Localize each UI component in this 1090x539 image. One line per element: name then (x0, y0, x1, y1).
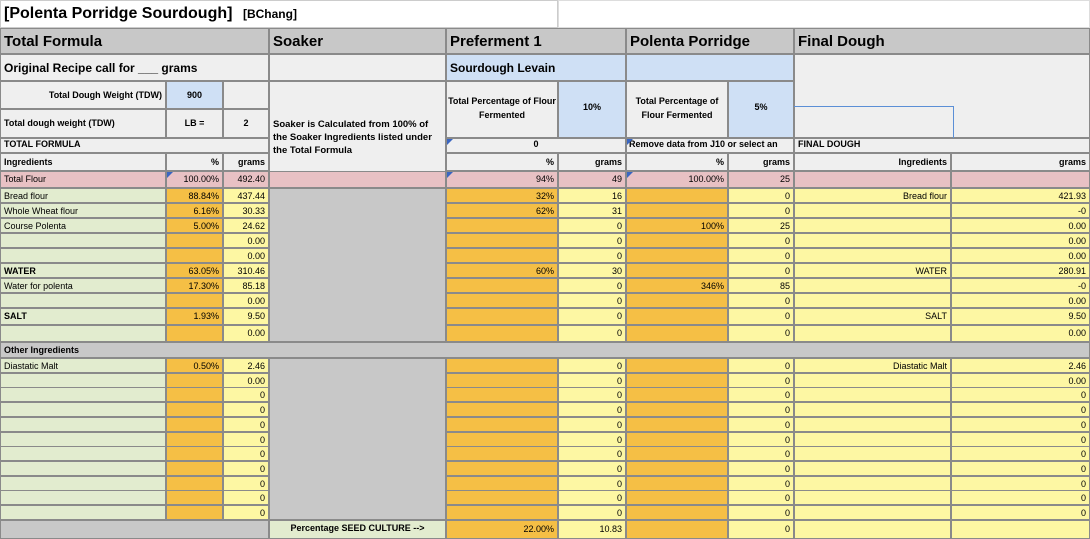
polenta-grams[interactable]: 0 (728, 308, 794, 325)
ingredient-name[interactable]: Course Polenta (0, 218, 166, 233)
final-grams[interactable]: 0.00 (951, 233, 1090, 248)
final-ingredient[interactable] (794, 505, 951, 520)
final-ingredient[interactable] (794, 402, 951, 417)
ingredient-grams[interactable]: 9.50 (223, 308, 269, 325)
preferment-pct[interactable] (446, 490, 558, 505)
polenta-pct[interactable] (626, 387, 728, 402)
final-grams[interactable]: 0 (951, 387, 1090, 402)
final-grams[interactable]: 421.93 (951, 188, 1090, 203)
final-col-ingredients[interactable]: Ingredients (794, 153, 951, 171)
ingredient-grams[interactable]: 437.44 (223, 188, 269, 203)
preferment-pct[interactable] (446, 373, 558, 388)
final-grams[interactable]: 0 (951, 490, 1090, 505)
ingredient-name[interactable] (0, 417, 166, 432)
preferment-grams[interactable]: 0 (558, 432, 626, 447)
preferment-grams[interactable]: 49 (558, 171, 626, 188)
polenta-pct[interactable] (626, 505, 728, 520)
tdw-lb-label[interactable]: Total dough weight (TDW) (0, 109, 166, 138)
ingredient-pct[interactable]: 6.16% (166, 203, 223, 218)
soaker-blank[interactable] (269, 54, 446, 81)
pol-col-grams[interactable]: grams (728, 153, 794, 171)
polenta-pct[interactable] (626, 461, 728, 476)
preferment-pct[interactable] (446, 446, 558, 461)
polenta-grams[interactable]: 0 (728, 387, 794, 402)
ingredient-pct[interactable] (166, 293, 223, 308)
polenta-grams[interactable]: 0 (728, 358, 794, 373)
ingredient-pct[interactable] (166, 233, 223, 248)
comment-marker-icon (447, 172, 453, 178)
ingredient-pct[interactable] (166, 248, 223, 263)
polenta-grams[interactable]: 0 (728, 203, 794, 218)
comment-marker-icon (627, 172, 633, 178)
final-grams[interactable]: 0 (951, 402, 1090, 417)
preferment-pct[interactable]: 32% (446, 188, 558, 203)
lb-value[interactable]: 2 (223, 109, 269, 138)
preferment-pct[interactable] (446, 417, 558, 432)
seed-final-b[interactable] (951, 520, 1090, 539)
polenta-grams[interactable]: 25 (728, 171, 794, 188)
preferment-pct[interactable] (446, 402, 558, 417)
pref-tpf-text: Total Percentage of Flour Fermented (448, 96, 556, 120)
col-grams[interactable]: grams (223, 153, 269, 171)
tdw-label[interactable]: Total Dough Weight (TDW) (0, 81, 166, 109)
seed-pol-pct[interactable] (626, 520, 728, 539)
preferment-pct[interactable]: 94% (446, 171, 558, 188)
preferment-pct[interactable]: 60% (446, 263, 558, 278)
ingredient-pct[interactable] (166, 373, 223, 388)
final-ingredient[interactable]: WATER (794, 263, 951, 278)
ingredient-name[interactable]: Bread flour (0, 188, 166, 203)
ingredient-grams[interactable]: 492.40 (223, 171, 269, 188)
polenta-pct[interactable] (626, 308, 728, 325)
final-grams[interactable]: -0 (951, 203, 1090, 218)
polenta-grams[interactable]: 0 (728, 233, 794, 248)
final-grams[interactable]: 0 (951, 446, 1090, 461)
polenta-grams[interactable]: 0 (728, 263, 794, 278)
ingredient-name[interactable]: Total Flour (0, 171, 166, 188)
final-grams[interactable]: 0.00 (951, 218, 1090, 233)
final-ingredient[interactable]: SALT (794, 308, 951, 325)
preferment-grams[interactable]: 0 (558, 461, 626, 476)
final-ingredient[interactable] (794, 203, 951, 218)
ingredient-grams[interactable]: 2.46 (223, 358, 269, 373)
col-ingredients[interactable]: Ingredients (0, 153, 166, 171)
polenta-pct[interactable] (626, 476, 728, 491)
ingredient-grams[interactable]: 0 (223, 387, 269, 402)
tdw-input[interactable]: 900 (166, 81, 223, 109)
final-ingredient[interactable] (794, 233, 951, 248)
preferment-pct[interactable] (446, 358, 558, 373)
preferment-pct[interactable] (446, 476, 558, 491)
ingredient-grams[interactable]: 0.00 (223, 248, 269, 263)
pref-tpf-input[interactable]: 10% (558, 81, 626, 138)
polenta-grams[interactable]: 85 (728, 278, 794, 293)
ingredient-pct[interactable] (166, 325, 223, 342)
ingredient-grams[interactable]: 0 (223, 505, 269, 520)
seed-label[interactable]: Percentage SEED CULTURE --> (269, 520, 446, 539)
final-col-grams[interactable]: grams (951, 153, 1090, 171)
polenta-grams[interactable]: 0 (728, 417, 794, 432)
final-grams[interactable]: -0 (951, 278, 1090, 293)
polenta-pct[interactable] (626, 233, 728, 248)
preferment-grams[interactable]: 0 (558, 358, 626, 373)
polenta-pct[interactable] (626, 490, 728, 505)
polenta-grams[interactable]: 0 (728, 248, 794, 263)
polenta-pct[interactable] (626, 373, 728, 388)
seed-left-blank[interactable] (0, 520, 269, 539)
polenta-grams[interactable]: 0 (728, 446, 794, 461)
polenta-grams[interactable]: 0 (728, 505, 794, 520)
pref-tpf-label[interactable] (446, 81, 558, 138)
final-grams[interactable]: 0 (951, 476, 1090, 491)
ingredient-pct[interactable]: 0.50% (166, 358, 223, 373)
polenta-pct[interactable] (626, 402, 728, 417)
preferment-grams[interactable]: 0 (558, 417, 626, 432)
preferment-pct[interactable] (446, 461, 558, 476)
polenta-pct[interactable] (626, 188, 728, 203)
ingredient-name[interactable] (0, 293, 166, 308)
polenta-pct[interactable]: 100% (626, 218, 728, 233)
polenta-pct[interactable] (626, 248, 728, 263)
ingredient-grams[interactable]: 0 (223, 476, 269, 491)
ingredient-name[interactable]: Diastatic Malt (0, 358, 166, 373)
ingredient-pct[interactable] (166, 432, 223, 447)
final-grams[interactable]: 0 (951, 505, 1090, 520)
final-grams[interactable]: 0.00 (951, 325, 1090, 342)
pol-col-pct[interactable]: % (626, 153, 728, 171)
final-grams[interactable]: 0.00 (951, 293, 1090, 308)
ingredient-name[interactable] (0, 476, 166, 491)
soaker-total-cell[interactable] (269, 171, 446, 188)
ingredient-grams[interactable]: 24.62 (223, 218, 269, 233)
soaker-note-text: Soaker is Calculated from 100% of the Soaker Ingredients listed under the Total Formula (273, 119, 432, 156)
final-grams[interactable]: 0 (951, 417, 1090, 432)
ingredient-grams[interactable]: 30.33 (223, 203, 269, 218)
preferment-grams[interactable]: 0 (558, 308, 626, 325)
ingredient-pct[interactable] (166, 476, 223, 491)
ingredient-pct[interactable] (166, 417, 223, 432)
final-ingredient[interactable] (794, 387, 951, 402)
polenta-grams[interactable]: 0 (728, 432, 794, 447)
ingredient-grams[interactable]: 85.18 (223, 278, 269, 293)
polenta-pct[interactable]: 100.00% (626, 171, 728, 188)
final-grams[interactable]: 9.50 (951, 308, 1090, 325)
pref-col-grams[interactable]: grams (558, 153, 626, 171)
ingredient-grams[interactable]: 0.00 (223, 325, 269, 342)
polenta-pct[interactable] (626, 358, 728, 373)
sheet-title: [Polenta Porridge Sourdough] (4, 5, 233, 22)
preferment-grams[interactable]: 31 (558, 203, 626, 218)
preferment-grams[interactable]: 16 (558, 188, 626, 203)
ingredient-pct[interactable] (166, 402, 223, 417)
final-ingredient[interactable]: Bread flour (794, 188, 951, 203)
final-dough-label[interactable]: FINAL DOUGH (794, 138, 1090, 153)
preferment-pct[interactable] (446, 278, 558, 293)
ingredient-pct[interactable]: 63.05% (166, 263, 223, 278)
cell-selection (792, 106, 954, 140)
ingredient-name[interactable] (0, 446, 166, 461)
final-ingredient[interactable]: Diastatic Malt (794, 358, 951, 373)
final-grams[interactable]: 0 (951, 432, 1090, 447)
header-polenta-porridge[interactable]: Polenta Porridge (626, 28, 794, 54)
header-preferment[interactable]: Preferment 1 (446, 28, 626, 54)
ingredient-name[interactable] (0, 233, 166, 248)
polenta-grams[interactable]: 0 (728, 476, 794, 491)
ingredient-pct[interactable] (166, 505, 223, 520)
ingredient-name[interactable]: Water for polenta (0, 278, 166, 293)
polenta-pct[interactable] (626, 446, 728, 461)
preferment-grams[interactable]: 0 (558, 293, 626, 308)
ingredient-name[interactable] (0, 325, 166, 342)
ingredient-grams[interactable]: 0.00 (223, 293, 269, 308)
ingredient-name[interactable] (0, 402, 166, 417)
pref-zero-value: 0 (533, 139, 539, 149)
preferment-grams[interactable]: 0 (558, 325, 626, 342)
ingredient-name[interactable]: Whole Wheat flour (0, 203, 166, 218)
final-ingredient[interactable] (794, 248, 951, 263)
ingredient-name[interactable] (0, 490, 166, 505)
ingredient-name[interactable] (0, 461, 166, 476)
final-ingredient[interactable] (794, 325, 951, 342)
polenta-grams[interactable]: 25 (728, 218, 794, 233)
preferment-pct[interactable] (446, 218, 558, 233)
final-grams[interactable] (951, 171, 1090, 188)
preferment-pct[interactable] (446, 387, 558, 402)
preferment-grams[interactable]: 0 (558, 387, 626, 402)
ingredient-grams[interactable]: 0 (223, 461, 269, 476)
ingredient-pct[interactable]: 88.84% (166, 188, 223, 203)
soaker-note[interactable] (269, 81, 446, 173)
preferment-pct[interactable] (446, 505, 558, 520)
polenta-pct[interactable] (626, 293, 728, 308)
polenta-tpf-input[interactable]: 5% (728, 81, 794, 138)
pref-col-pct[interactable]: % (446, 153, 558, 171)
remove-note[interactable] (626, 138, 794, 153)
total-formula-label[interactable]: TOTAL FORMULA (0, 138, 269, 153)
preferment-grams[interactable]: 0 (558, 248, 626, 263)
polenta-pct[interactable]: 346% (626, 278, 728, 293)
ingredient-grams[interactable]: 310.46 (223, 263, 269, 278)
blank-title-cell[interactable] (558, 0, 1090, 28)
final-ingredient[interactable] (794, 432, 951, 447)
preferment-pct[interactable] (446, 248, 558, 263)
final-ingredient[interactable] (794, 417, 951, 432)
levain-label[interactable]: Sourdough Levain (446, 54, 626, 81)
pref-zero[interactable] (446, 138, 626, 153)
seed-final-a[interactable] (794, 520, 951, 539)
preferment-pct[interactable] (446, 308, 558, 325)
polenta-tpf-label[interactable] (626, 81, 728, 138)
polenta-pct[interactable] (626, 432, 728, 447)
final-ingredient[interactable] (794, 278, 951, 293)
ingredient-grams[interactable]: 0 (223, 402, 269, 417)
other-ingredients-label[interactable]: Other Ingredients (0, 342, 1090, 358)
ingredient-pct[interactable]: 100.00% (166, 171, 223, 188)
ingredient-name[interactable]: WATER (0, 263, 166, 278)
final-ingredient[interactable] (794, 218, 951, 233)
preferment-pct[interactable] (446, 293, 558, 308)
preferment-grams[interactable]: 0 (558, 476, 626, 491)
seed-pol-grams[interactable]: 0 (728, 520, 794, 539)
polenta-grams[interactable]: 0 (728, 188, 794, 203)
ingredient-grams[interactable]: 0 (223, 432, 269, 447)
soaker-column[interactable] (269, 188, 446, 342)
comment-marker-icon (627, 139, 633, 145)
ingredient-grams[interactable]: 0.00 (223, 233, 269, 248)
preferment-grams[interactable]: 0 (558, 505, 626, 520)
final-ingredient[interactable] (794, 171, 951, 188)
ingredient-pct[interactable] (166, 461, 223, 476)
final-ingredient[interactable] (794, 293, 951, 308)
polenta-grams[interactable]: 0 (728, 402, 794, 417)
ingredient-grams[interactable]: 0 (223, 490, 269, 505)
final-grams[interactable]: 2.46 (951, 358, 1090, 373)
ingredient-pct[interactable] (166, 490, 223, 505)
final-ingredient[interactable] (794, 446, 951, 461)
ingredient-pct[interactable]: 1.93% (166, 308, 223, 325)
polenta-pct[interactable] (626, 417, 728, 432)
header-total-formula[interactable]: Total Formula (0, 28, 269, 54)
header-soaker[interactable]: Soaker (269, 28, 446, 54)
final-ingredient[interactable] (794, 373, 951, 388)
ingredient-grams[interactable]: 0 (223, 417, 269, 432)
final-grams[interactable]: 0 (951, 461, 1090, 476)
polenta-grams[interactable]: 0 (728, 461, 794, 476)
preferment-pct[interactable] (446, 233, 558, 248)
preferment-pct[interactable]: 62% (446, 203, 558, 218)
title-cell[interactable] (0, 0, 558, 28)
ingredient-pct[interactable]: 17.30% (166, 278, 223, 293)
preferment-grams[interactable]: 0 (558, 373, 626, 388)
comment-marker-icon (167, 172, 173, 178)
ingredient-name[interactable]: SALT (0, 308, 166, 325)
col-pct[interactable]: % (166, 153, 223, 171)
preferment-grams[interactable]: 0 (558, 218, 626, 233)
ingredient-pct[interactable] (166, 446, 223, 461)
polenta-tpf-text: Total Percentage of Flour Fermented (635, 96, 719, 120)
ingredient-pct[interactable] (166, 387, 223, 402)
soaker-column-lower[interactable] (269, 358, 446, 520)
preferment-grams[interactable]: 0 (558, 233, 626, 248)
author-label: [BChang] (242, 7, 297, 21)
final-ingredient[interactable] (794, 490, 951, 505)
preferment-grams[interactable]: 0 (558, 490, 626, 505)
polenta-grams[interactable]: 0 (728, 325, 794, 342)
polenta-grams[interactable]: 0 (728, 293, 794, 308)
preferment-grams[interactable]: 30 (558, 263, 626, 278)
preferment-pct[interactable] (446, 432, 558, 447)
polenta-grams[interactable]: 0 (728, 490, 794, 505)
ingredient-name[interactable] (0, 248, 166, 263)
polenta-pct[interactable] (626, 263, 728, 278)
ingredient-name[interactable] (0, 505, 166, 520)
lb-label[interactable]: LB = (166, 109, 223, 138)
final-ingredient[interactable] (794, 461, 951, 476)
polenta-blank[interactable] (626, 54, 794, 81)
final-grams[interactable]: 280.91 (951, 263, 1090, 278)
polenta-grams[interactable]: 0 (728, 373, 794, 388)
final-grams[interactable]: 0.00 (951, 373, 1090, 388)
preferment-grams[interactable]: 0 (558, 402, 626, 417)
tdw-blank[interactable] (223, 81, 269, 109)
remove-note-text: Remove data from J10 or select an (629, 139, 778, 149)
preferment-grams[interactable]: 0 (558, 278, 626, 293)
seed-grams[interactable]: 10.83 (558, 520, 626, 539)
ingredient-name[interactable] (0, 373, 166, 388)
preferment-pct[interactable] (446, 325, 558, 342)
ingredient-name[interactable] (0, 387, 166, 402)
final-ingredient[interactable] (794, 476, 951, 491)
ingredient-name[interactable] (0, 432, 166, 447)
final-grams[interactable]: 0.00 (951, 248, 1090, 263)
polenta-pct[interactable] (626, 325, 728, 342)
polenta-pct[interactable] (626, 203, 728, 218)
ingredient-grams[interactable]: 0 (223, 446, 269, 461)
comment-marker-icon (447, 139, 453, 145)
preferment-grams[interactable]: 0 (558, 446, 626, 461)
ingredient-pct[interactable]: 5.00% (166, 218, 223, 233)
original-recipe-label[interactable]: Original Recipe call for ___ grams (0, 54, 269, 81)
header-final-dough[interactable]: Final Dough (794, 28, 1090, 54)
ingredient-grams[interactable]: 0.00 (223, 373, 269, 388)
seed-pct[interactable]: 22.00% (446, 520, 558, 539)
